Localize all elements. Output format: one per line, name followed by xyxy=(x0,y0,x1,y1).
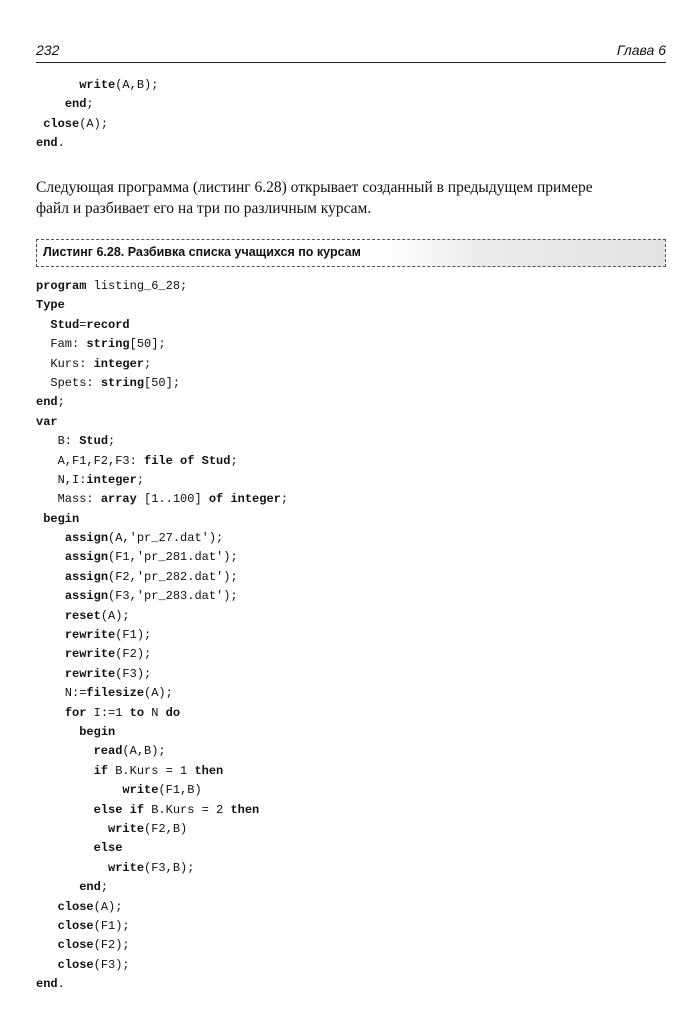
code-line: write(A,B); xyxy=(79,78,159,92)
code-line: if B.Kurs = 1 then xyxy=(93,763,224,778)
code-line: begin xyxy=(43,511,80,526)
code-line: assign(F1,'pr_281.dat'); xyxy=(64,550,238,565)
code-line: reset(A); xyxy=(64,608,130,623)
code-line: read(A,B); xyxy=(93,744,166,759)
code-line: for I:=1 to N do xyxy=(64,705,181,720)
code-line: begin xyxy=(79,724,116,739)
code-line: Kurs: integer; xyxy=(36,356,152,371)
code-line: Mass: array [1..100] of integer; xyxy=(36,492,289,507)
code-line: else if B.Kurs = 2 then xyxy=(93,802,260,817)
code-line: assign(F2,'pr_282.dat'); xyxy=(64,569,238,584)
code-line: Stud=record xyxy=(50,317,130,332)
code-line: Type xyxy=(36,298,65,313)
code-line: close(A); xyxy=(43,116,109,131)
paragraph-line: файл и разбивает его на три по различным курсам. xyxy=(36,200,372,217)
code-line: end. xyxy=(36,136,65,151)
code-line: close(F2); xyxy=(57,938,130,953)
code-line: var xyxy=(36,414,58,429)
code-line: assign(F3,'pr_283.dat'); xyxy=(64,589,238,604)
code-listing xyxy=(36,277,288,994)
code-line: Fam: string[50]; xyxy=(36,337,166,352)
code-line: end; xyxy=(64,97,94,112)
chapter-title: Глава 6 xyxy=(616,42,666,58)
paragraph-line: Следующая программа (листинг 6.28) открывает созданный в предыдущем примере xyxy=(36,179,593,196)
code-line: write(F2,B) xyxy=(108,821,188,836)
code-line: B: Stud; xyxy=(36,434,116,449)
listing-title: Листинг 6.28. Разбивка списка учащихся по курсам xyxy=(43,245,361,259)
code-line: Spets: string[50]; xyxy=(36,375,181,390)
code-line: rewrite(F2); xyxy=(64,647,152,662)
code-line: write(F1,B) xyxy=(122,783,202,798)
code-line: close(F1); xyxy=(57,918,130,933)
code-fragment-top xyxy=(36,76,158,154)
code-line: N,I:integer; xyxy=(36,472,145,487)
code-line: end; xyxy=(36,395,65,410)
code-line: rewrite(F1); xyxy=(64,628,152,643)
code-line: assign(A,'pr_27.dat'); xyxy=(64,531,224,546)
code-line: end. xyxy=(36,977,65,992)
page-number: 232 xyxy=(36,42,60,58)
body-paragraph xyxy=(36,177,668,219)
code-line: close(F3); xyxy=(57,957,130,972)
code-line: rewrite(F3); xyxy=(64,666,152,681)
code-line: else xyxy=(93,841,123,856)
code-line: A,F1,F2,F3: file of Stud; xyxy=(36,453,238,468)
code-line: N:=filesize(A); xyxy=(36,686,173,701)
page-header xyxy=(36,42,666,63)
code-line: end; xyxy=(79,880,109,895)
listing-caption-box xyxy=(36,239,666,267)
code-line: close(A); xyxy=(57,899,123,914)
code-line: write(F3,B); xyxy=(108,860,195,875)
code-line: program listing_6_28; xyxy=(36,279,188,293)
